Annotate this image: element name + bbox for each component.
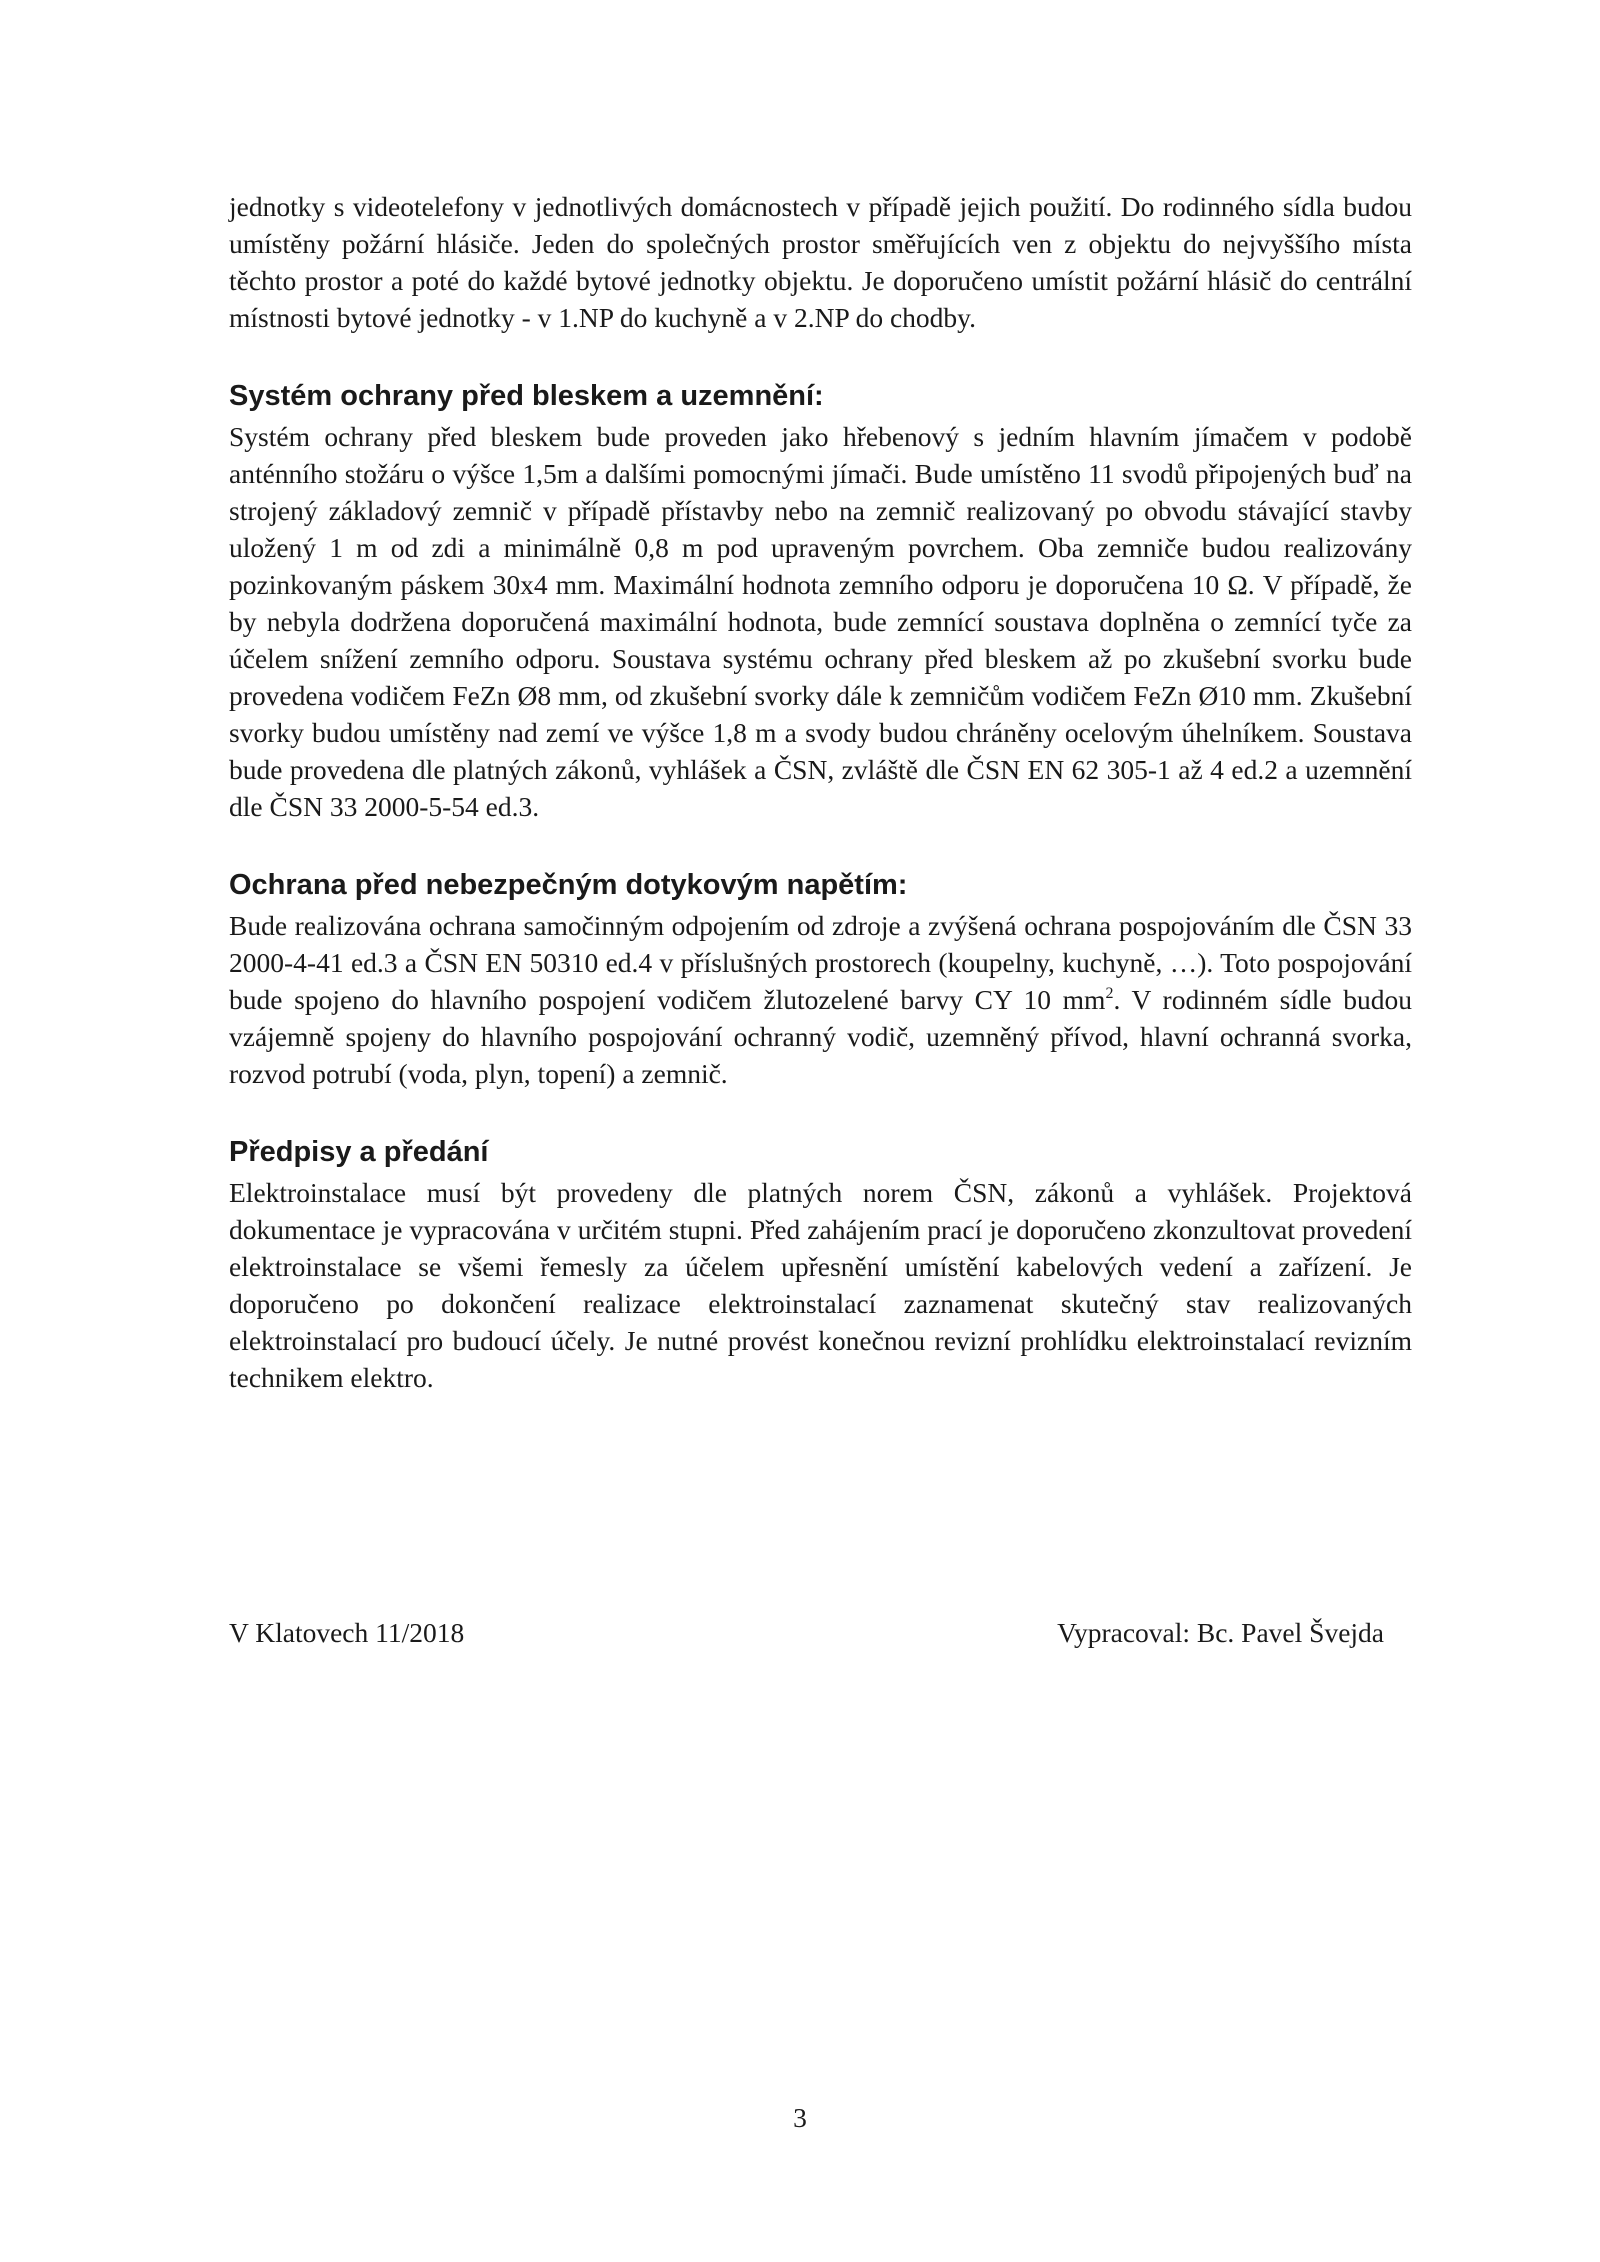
page-number: 3	[793, 2102, 807, 2133]
touch-voltage-paragraph	[229, 907, 1412, 1092]
author: Vypracoval: Bc. Pavel Švejda	[1057, 1617, 1384, 1648]
place-date: V Klatovech 11/2018	[229, 1617, 465, 1648]
intro-paragraph: jednotky s videotelefony v jednotlivých domácnostech v případě jejich použití. Do rodinného sídla budou umístěny požární hlásiče. Jeden do společných prostor směřujících ven z objektu do nejvyššího místa těchto prostor a poté do každé bytové jednotky objektu. Je doporučeno umístit požární hlásič do centrální místnosti bytové jednotky - v 1.NP do kuchyně a v 2.NP do chodby.	[229, 191, 1412, 333]
superscript-2: 2	[1105, 985, 1114, 1002]
lightning-heading: Systém ochrany před bleskem a uzemnění:	[229, 380, 824, 412]
touch-voltage-heading: Ochrana před nebezpečným dotykovým napětím:	[229, 869, 908, 901]
touch-voltage-text-part2: . V rodinném sídle budou vzájemně spojeny do hlavního pospojování ochranný vodič, uzemněný přívod, hlavní ochranná svorka, rozvod potrubí (voda, plyn, topení) a zemnič.	[229, 984, 1412, 1089]
signature-line	[229, 1614, 1384, 1651]
lightning-paragraph: Systém ochrany před bleskem bude proveden jako hřebenový s jedním hlavním jímačem v podobě anténního stožáru o výšce 1,5m a dalšími pomocnými jímači. Bude umístěno 11 svodů připojených buď na strojený základový zemnič v případě přístavby nebo na zemnič realizovaný po obvodu stávající stavby uložený 1 m od zdi a minimálně 0,8 m pod upraveným povrchem. Oba zemniče budou realizovány pozinkovaným páskem 30x4 mm. Maximální hodnota zemního odporu je doporučena 10 Ω. V případě, že by nebyla dodržena doporučená maximální hodnota, bude zemnící soustava doplněna o zemnící tyče za účelem snížení zemního odporu. Soustava systému ochrany před bleskem až po zkušební svorku bude provedena vodičem FeZn Ø8 mm, od zkušební svorky dále k zemničům vodičem FeZn Ø10 mm. Zkušební svorky budou umístěny nad zemí ve výšce 1,8 m a svody budou chráněny ocelovým úhelníkem. Soustava bude provedena dle platných zákonů, vyhlášek a ČSN, zvláště dle ČSN EN 62 305-1 až 4 ed.2 a uzemnění dle ČSN 33 2000-5-54 ed.3.	[229, 421, 1412, 822]
document-body	[229, 188, 1412, 1396]
lightning-section	[229, 378, 1412, 825]
regulations-heading: Předpisy a předání	[229, 1136, 489, 1168]
regulations-section	[229, 1134, 1412, 1396]
regulations-paragraph: Elektroinstalace musí být provedeny dle platných norem ČSN, zákonů a vyhlášek. Projektová dokumentace je vypracována v určitém stupni. Před zahájením prací je doporučeno zkonzultovat provedení elektroinstalace se všemi řemesly za účelem upřesnění umístění kabelových vedení a zařízení. Je doporučeno po dokončení realizace elektroinstalací zaznamenat skutečný stav realizovaných elektroinstalací pro budoucí účely. Je nutné provést konečnou revizní prohlídku elektroinstalací revizním technikem elektro.	[229, 1177, 1412, 1393]
touch-voltage-text-part1: Bude realizována ochrana samočinným odpojením od zdroje a zvýšená ochrana pospojováním dle ČSN 33 2000-4-41 ed.3 a ČSN EN 50310 ed.4 v příslušných prostorech (koupelny, kuchyně, …). Toto pospojování bude spojeno do hlavního pospojení vodičem žlutozelené barvy CY 10 mm	[229, 910, 1412, 1015]
touch-voltage-section	[229, 867, 1412, 1092]
